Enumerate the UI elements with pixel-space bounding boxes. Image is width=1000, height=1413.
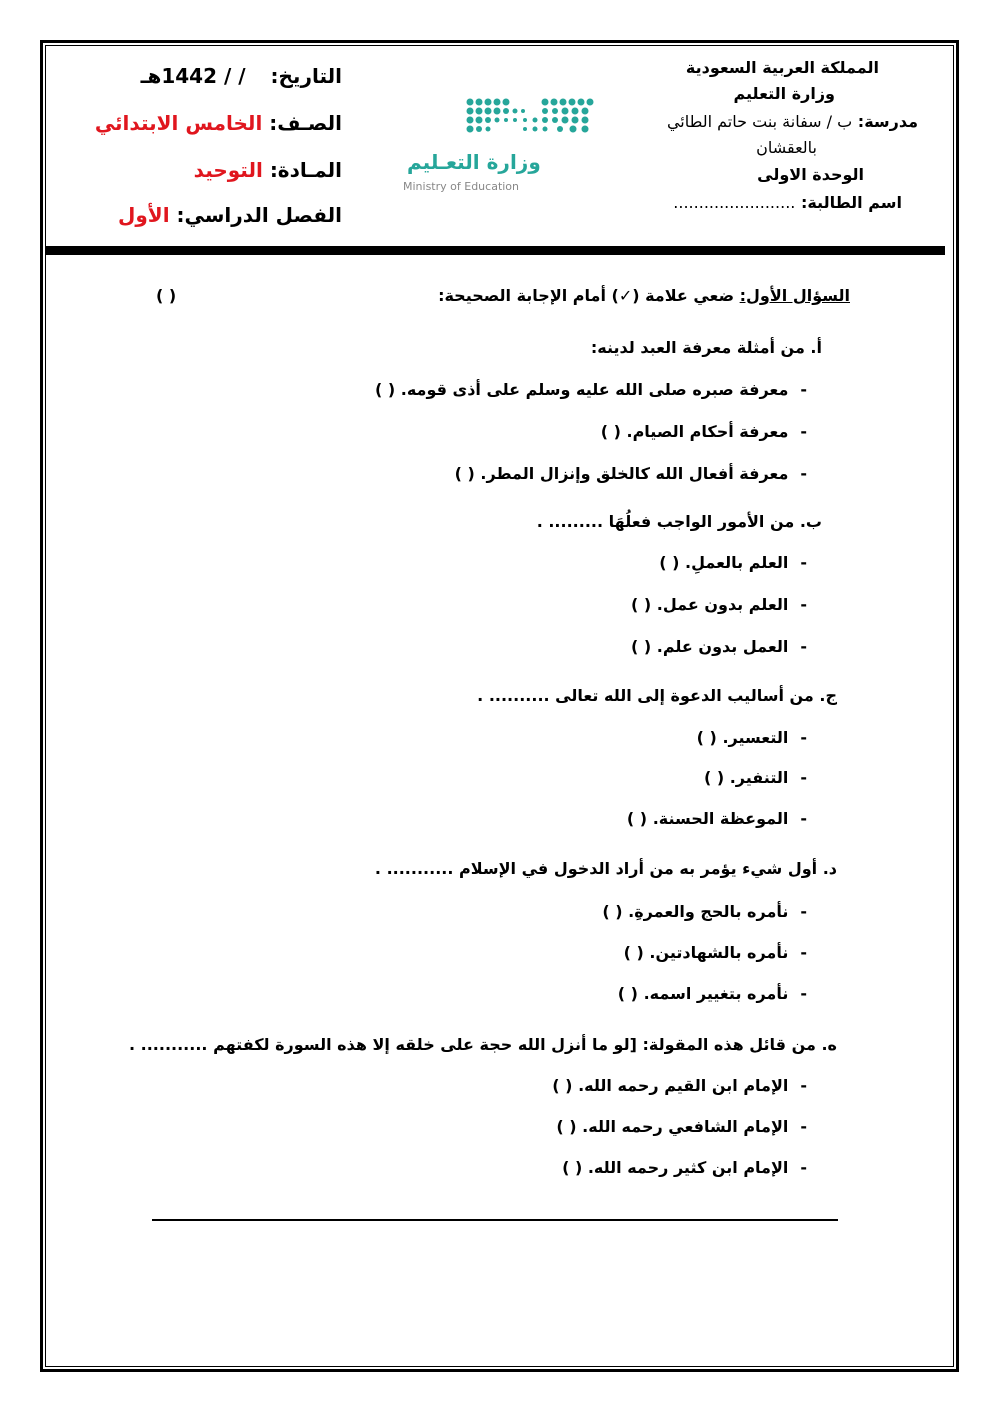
student-name-line [673,193,902,212]
answer-paren[interactable]: ( ) [600,422,621,441]
section-d-option-1: -نأمره بالحج والعمرةِ. ( ) [602,902,807,921]
option-text: نأمره بتغيير اسمه. [643,984,789,1003]
answer-paren[interactable]: ( ) [374,380,396,399]
date-label: التاريخ: [270,64,342,88]
question-title: السؤال الأول: [739,286,850,305]
section-e-option-1: -الإمام ابن القيم رحمه الله. ( ) [552,1076,807,1095]
option-text: التعسير. [722,728,789,747]
school-name: ب / سفانة بنت حاتم الطائي [666,112,853,131]
answer-paren[interactable]: ( ) [703,768,725,787]
answer-paren[interactable]: ( ) [556,1117,577,1136]
student-name-blank[interactable]: ........................ [673,193,796,212]
answer-paren[interactable]: ( ) [696,728,717,747]
date-value: / / 1442هـ [140,64,246,88]
option-text: الإمام ابن القيم رحمه الله. [578,1076,789,1095]
section-b-option-3: -العمل بدون علم. ( ) [630,637,807,656]
option-text: معرفة أفعال الله كالخلق وإنزال المطر. [480,464,789,483]
date-line [141,64,342,88]
term-value: الأول [118,203,170,227]
section-a-option-1: -معرفة صبره صلى الله عليه وسلم على أذى قومه. ( ) [374,380,807,399]
unit-title: الوحدة الاولى [757,165,864,184]
option-text: العلم بالعملِ. [685,553,789,572]
subject-line [194,158,342,182]
option-text: العمل بدون علم. [656,637,789,656]
answer-paren[interactable]: ( ) [562,1158,583,1177]
answer-paren[interactable]: ( ) [454,464,475,483]
logo-english-text: Ministry of Education [403,180,520,193]
ministry-name: وزارة التعليم [733,84,835,103]
section-c-stem: ج. من أساليب الدعوة إلى الله تعالى .......... . [477,686,837,705]
section-e-stem: ه. من قائل هذه المقولة: [لو ما أنزل الله حجة على خلقه إلا هذه السورة لكفتهم ........... . [128,1035,837,1054]
score-box: ( ) [156,286,177,305]
logo-arabic-text: وزارة التعـليم [407,150,541,174]
section-c-option-2: -التنفير. ( ) [703,768,807,787]
option-text: العلم بدون عمل. [656,595,789,614]
section-a-option-2: -معرفة أحكام الصيام. ( ) [600,422,807,441]
section-a-option-3: -معرفة أفعال الله كالخلق وإنزال المطر. ( ) [454,464,807,483]
school-label: مدرسة: [857,112,918,131]
answer-paren[interactable]: ( ) [630,637,652,656]
term-label: الفصل الدراسي: [176,203,342,227]
end-divider [152,1219,838,1221]
subject-label: المـادة: [269,158,342,182]
section-d-option-2: -نأمره بالشهادتين. ( ) [623,943,807,962]
section-a-stem: أ. من أمثلة معرفة العبد لدينه: [590,338,822,357]
section-b-option-1: -العلم بالعملِ. ( ) [659,553,807,572]
header-divider [45,246,945,255]
option-text: معرفة صبره صلى الله عليه وسلم على أذى قومه. [400,380,789,399]
answer-paren[interactable]: ( ) [617,984,638,1003]
section-e-option-2: -الإمام الشافعي رحمه الله. ( ) [556,1117,807,1136]
section-c-option-3: -الموعظة الحسنة. ( ) [626,809,807,828]
answer-paren[interactable]: ( ) [552,1076,573,1095]
question-instruction: ضعي علامة (✓) أمام الإجابة الصحيحة: [438,286,735,305]
section-d-option-3: -نأمره بتغيير اسمه. ( ) [617,984,807,1003]
option-text: نأمره بالحج والعمرةِ. [628,902,789,921]
option-text: الإمام ابن كثير رحمه الله. [587,1158,789,1177]
grade-label: الصـف: [269,111,342,135]
student-label: اسم الطالبة: [800,193,902,212]
section-b-option-2: -العلم بدون عمل. ( ) [630,595,807,614]
section-b-stem: ب. من الأمور الواجب فعلُهَا ......... . [536,512,822,531]
term-line [118,203,342,227]
answer-paren[interactable]: ( ) [626,809,648,828]
page-border-inner [45,45,954,1367]
answer-paren[interactable]: ( ) [602,902,623,921]
kingdom-name: المملكة العربية السعودية [685,58,879,77]
option-text: التنفير. [729,768,789,787]
subject-value: التوحيد [193,158,263,182]
question-title-line [438,286,850,305]
answer-paren[interactable]: ( ) [630,595,652,614]
option-text: معرفة أحكام الصيام. [626,422,789,441]
grade-line [95,111,342,135]
section-c-option-1: -التعسير. ( ) [696,728,807,747]
school-location: بالعقشان [756,138,817,157]
answer-paren[interactable]: ( ) [659,553,680,572]
option-text: نأمره بالشهادتين. [649,943,789,962]
grade-value: الخامس الابتدائي [94,111,263,135]
school-line [667,112,918,131]
section-e-option-3: -الإمام ابن كثير رحمه الله. ( ) [562,1158,807,1177]
section-d-stem: د. أول شيء يؤمر به من أراد الدخول في الإسلام ........... . [374,859,837,878]
answer-paren[interactable]: ( ) [623,943,644,962]
ministry-logo [395,92,600,202]
option-text: الإمام الشافعي رحمه الله. [582,1117,789,1136]
option-text: الموعظة الحسنة. [652,809,789,828]
